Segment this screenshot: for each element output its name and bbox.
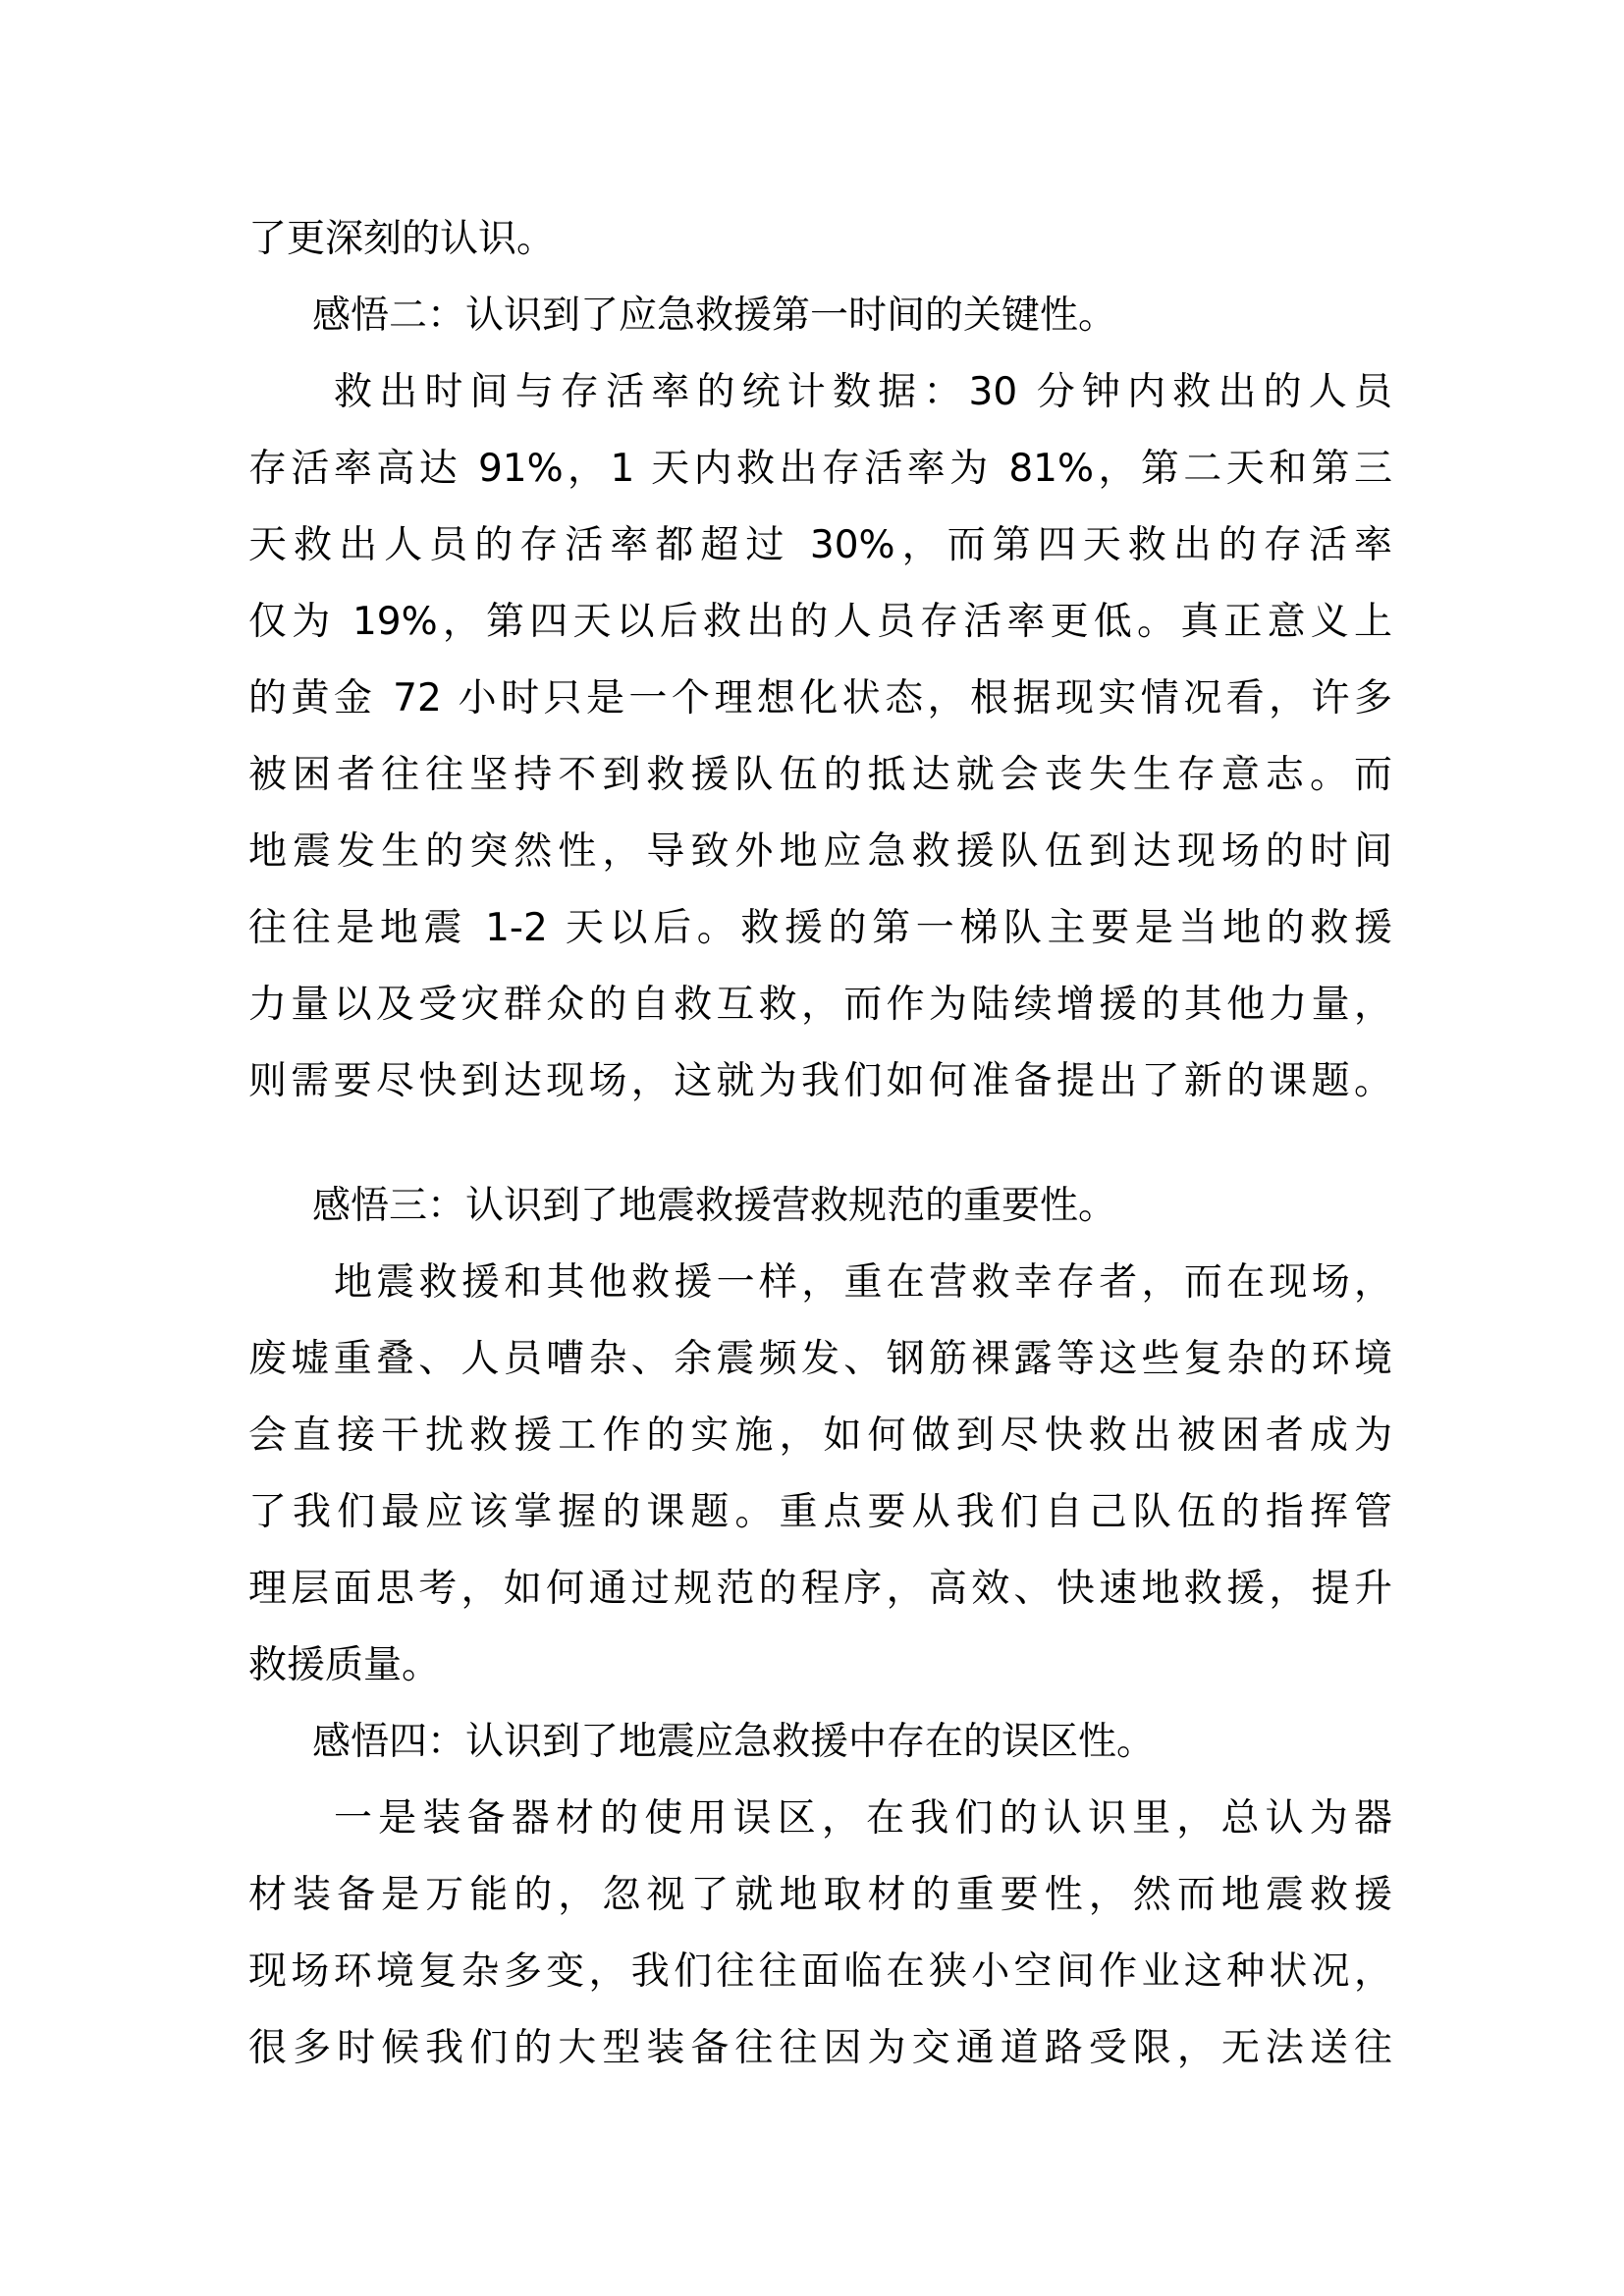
paragraph-line: 现场环境复杂多变，我们往往面临在狭小空间作业这种状况， <box>248 1949 1392 1994</box>
paragraph-line: 往往是地震 1-2 天以后。救援的第一梯队主要是当地的救援 <box>248 906 1392 950</box>
paragraph-line: 地震救援和其他救援一样，重在营救幸存者，而在现场， <box>334 1260 1392 1305</box>
paragraph-line: 废墟重叠、人员嘈杂、余震频发、钢筋裸露等这些复杂的环境 <box>248 1337 1392 1381</box>
paragraph-line: 了我们最应该掌握的课题。重点要从我们自己队伍的指挥管 <box>248 1490 1392 1534</box>
paragraph-line: 会直接干扰救援工作的实施，如何做到尽快救出被困者成为 <box>248 1414 1392 1458</box>
paragraph-line: 被困者往往坚持不到救援队伍的抵达就会丧失生存意志。而 <box>248 753 1392 797</box>
paragraph-line: 很多时候我们的大型装备往往因为交通道路受限，无法送往 <box>248 2026 1392 2070</box>
paragraph-line: 存活率高达 91%，1 天内救出存活率为 81%，第二天和第三 <box>248 447 1392 491</box>
paragraph-line: 一是装备器材的使用误区，在我们的认识里，总认为器 <box>334 1796 1392 1841</box>
paragraph-spacer <box>248 1120 1392 1168</box>
paragraph-line: 材装备是万能的，忽视了就地取材的重要性，然而地震救援 <box>248 1873 1392 1917</box>
paragraph-line: 了更深刻的认识。 <box>248 217 556 261</box>
section-heading-3: 感悟三：认识到了地震救援营救规范的重要性。 <box>312 1184 1117 1228</box>
paragraph-line: 救援质量。 <box>248 1643 441 1687</box>
document-page <box>248 201 1392 2087</box>
paragraph-line: 地震发生的突然性，导致外地应急救援队伍到达现场的时间 <box>248 829 1392 874</box>
section-heading-4: 感悟四：认识到了地震应急救援中存在的误区性。 <box>312 1720 1156 1764</box>
paragraph-line: 救出时间与存活率的统计数据：30 分钟内救出的人员 <box>334 370 1392 414</box>
paragraph-line: 则需要尽快到达现场，这就为我们如何准备提出了新的课题。 <box>248 1059 1392 1103</box>
paragraph-line: 理层面思考，如何通过规范的程序，高效、快速地救援，提升 <box>248 1567 1392 1611</box>
paragraph-line: 天救出人员的存活率都超过 30%，而第四天救出的存活率 <box>248 523 1392 567</box>
paragraph-line: 仅为 19%，第四天以后救出的人员存活率更低。真正意义上 <box>248 600 1392 644</box>
section-heading-2: 感悟二：认识到了应急救援第一时间的关键性。 <box>312 294 1117 338</box>
paragraph-line: 的黄金 72 小时只是一个理想化状态，根据现实情况看，许多 <box>248 676 1392 721</box>
paragraph-line: 力量以及受灾群众的自救互救，而作为陆续增援的其他力量， <box>248 983 1392 1027</box>
